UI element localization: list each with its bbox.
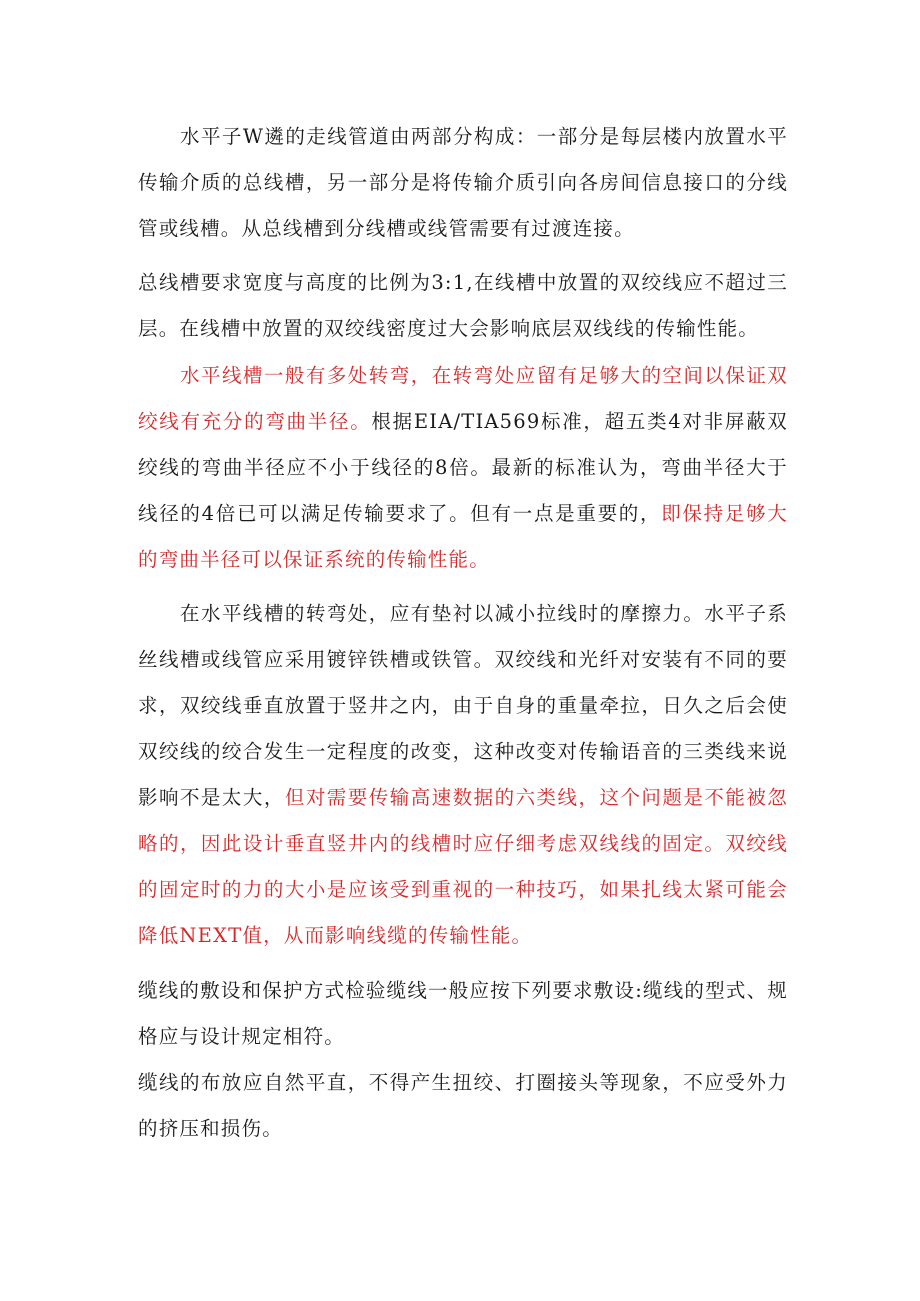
paragraph-turn-padding (138, 591, 788, 959)
text-segment: 总线槽要求宽度与高度的比例为3:1,在线槽中放置的双绞线应不超过三层。在线槽中放置的双绞线密度过大会影响底层双线线的传输性能。 (138, 271, 788, 340)
paragraph-cable-routing (138, 1060, 788, 1152)
paragraph-cable-laying (138, 968, 788, 1060)
highlighted-text-segment: 水平线槽一般有多处转弯，在转弯处应留有足够大的空间以保证双绞线有充分的弯曲半径。 (138, 364, 788, 433)
text-segment: 根据EIA/TIA569标准，超五类4对非屏蔽双绞线的弯曲半径应不小于线径的8倍。最新的标准认为，弯曲半径大于线径的4倍已可以满足传输要求了。但有一点是重要的， (138, 410, 789, 525)
highlighted-text-segment: 即保持足够大的弯曲半径可以保证系统的传输性能。 (138, 502, 788, 571)
paragraph-horizontal-pathway (138, 114, 788, 252)
highlighted-text-segment: 但对需要传输高速数据的六类线，这个问题是不能被忽略的，因此设计垂直竖井内的线槽时应仔细考虑双线线的固定。双绞线的固定时的力的大小是应该受到重视的一种技巧，如果扎线太紧可能会降低NEXT值，从而影响线缆的传输性能。 (138, 786, 788, 947)
paragraph-trunk-ratio (138, 260, 788, 352)
paragraph-bend-radius (138, 353, 788, 583)
text-segment: 在水平线槽的转弯处，应有垫衬以减小拉线时的摩擦力。水平子系丝线槽或线管应采用镀锌铁槽或铁管。双绞线和光纤对安装有不同的要求，双绞线垂直放置于竖井之内，由于自身的重量牵拉，日久之后会使双绞线的绞合发生一定程度的改变，这种改变对传输语音的三类线来说影响不是太大， (138, 602, 788, 809)
text-segment: 缆线的敷设和保护方式检验缆线一般应按下列要求敷设:缆线的型式、规格应与设计规定相符。 (138, 979, 788, 1048)
text-segment: 缆线的布放应自然平直，不得产生扭绞、打圈接头等现象，不应受外力的挤压和损伤。 (138, 1071, 788, 1140)
text-segment: 水平子W遴的走线管道由两部分构成：一部分是每层楼内放置水平传输介质的总线槽，另一部分是将传输介质引向各房间信息接口的分线管或线槽。从总线槽到分线槽或线管需要有过渡连接。 (138, 125, 788, 240)
